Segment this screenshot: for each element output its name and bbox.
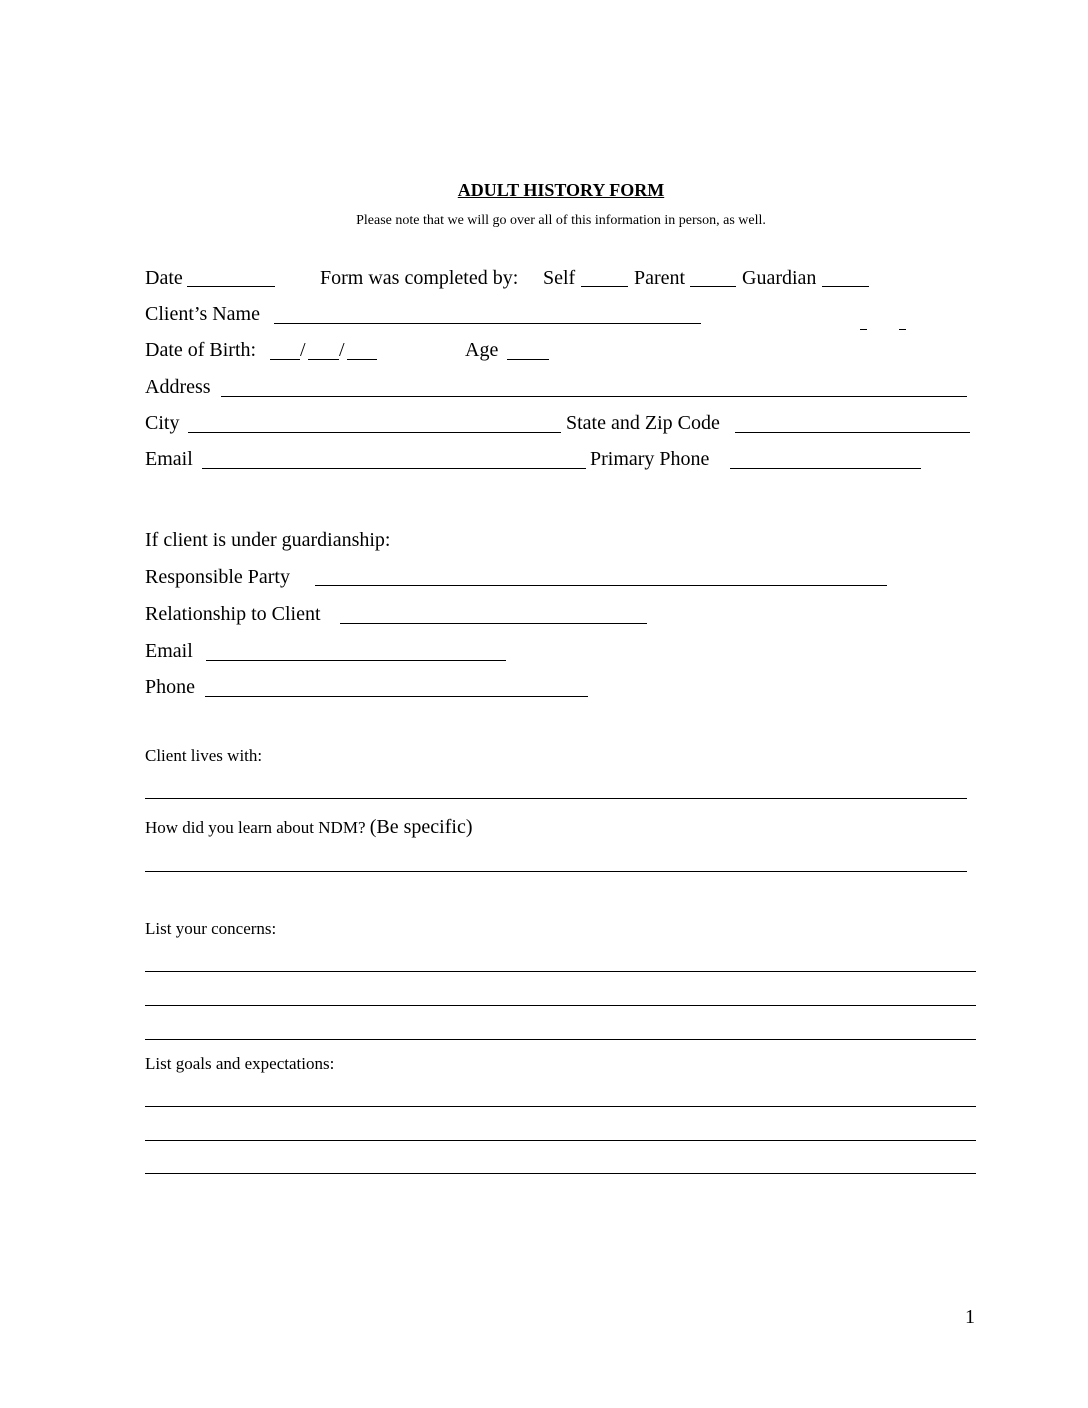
stray-mark bbox=[860, 329, 867, 330]
responsible-party-field[interactable] bbox=[315, 585, 887, 586]
primary-phone-field[interactable] bbox=[730, 468, 921, 469]
lives-with-label: Client lives with: bbox=[145, 746, 263, 765]
learn-about-field[interactable] bbox=[145, 871, 967, 872]
concerns-line[interactable] bbox=[145, 1039, 976, 1040]
city-label: City bbox=[145, 412, 180, 434]
date-label: Date bbox=[145, 267, 183, 289]
relationship-field[interactable] bbox=[340, 623, 647, 624]
email-label: Email bbox=[145, 448, 193, 470]
state-zip-label: State and Zip Code bbox=[566, 412, 720, 434]
goals-line[interactable] bbox=[145, 1173, 976, 1174]
goals-line[interactable] bbox=[145, 1140, 976, 1141]
goals-label: List goals and expectations: bbox=[145, 1054, 335, 1073]
address-label: Address bbox=[145, 376, 211, 398]
self-label: Self bbox=[543, 267, 576, 289]
guardian-email-label: Email bbox=[145, 640, 193, 662]
guardian-phone-field[interactable] bbox=[205, 696, 588, 697]
concerns-line[interactable] bbox=[145, 971, 976, 972]
lives-with-field[interactable] bbox=[145, 798, 967, 799]
parent-field[interactable] bbox=[690, 286, 736, 287]
dob-year-field[interactable] bbox=[347, 359, 377, 360]
age-label: Age bbox=[465, 339, 499, 361]
dob-day-field[interactable] bbox=[308, 359, 339, 360]
clients-name-field[interactable] bbox=[274, 323, 701, 324]
concerns-label: List your concerns: bbox=[145, 919, 277, 938]
goals-line[interactable] bbox=[145, 1106, 976, 1107]
guardian-email-field[interactable] bbox=[206, 660, 506, 661]
date-field[interactable] bbox=[187, 286, 275, 287]
learn-about-question: How did you learn about NDM? bbox=[145, 818, 366, 837]
guardian-label: Guardian bbox=[742, 267, 817, 289]
learn-about-note: (Be specific) bbox=[369, 816, 473, 838]
age-field[interactable] bbox=[507, 359, 549, 360]
form-note: Please note that we will go over all of this information in person, as well. bbox=[356, 213, 766, 228]
parent-label: Parent bbox=[634, 267, 686, 289]
stray-mark bbox=[899, 329, 906, 330]
page-number: 1 bbox=[965, 1306, 975, 1328]
state-zip-field[interactable] bbox=[735, 432, 970, 433]
dob-separator: / bbox=[339, 339, 345, 361]
completed-by-label: Form was completed by: bbox=[320, 267, 519, 289]
primary-phone-label: Primary Phone bbox=[590, 448, 710, 470]
form-title: ADULT HISTORY FORM bbox=[457, 180, 665, 200]
learn-about-label bbox=[145, 817, 472, 837]
concerns-line[interactable] bbox=[145, 1005, 976, 1006]
guardianship-heading: If client is under guardianship: bbox=[145, 529, 391, 551]
dob-label: Date of Birth: bbox=[145, 339, 257, 361]
city-field[interactable] bbox=[188, 432, 561, 433]
guardian-field[interactable] bbox=[822, 286, 869, 287]
responsible-party-label: Responsible Party bbox=[145, 566, 290, 588]
relationship-label: Relationship to Client bbox=[145, 603, 321, 625]
email-field[interactable] bbox=[202, 468, 586, 469]
dob-separator: / bbox=[300, 339, 306, 361]
dob-month-field[interactable] bbox=[270, 359, 300, 360]
self-field[interactable] bbox=[581, 286, 628, 287]
address-field[interactable] bbox=[221, 396, 967, 397]
clients-name-label: Client’s Name bbox=[145, 303, 260, 325]
guardian-phone-label: Phone bbox=[145, 676, 195, 698]
